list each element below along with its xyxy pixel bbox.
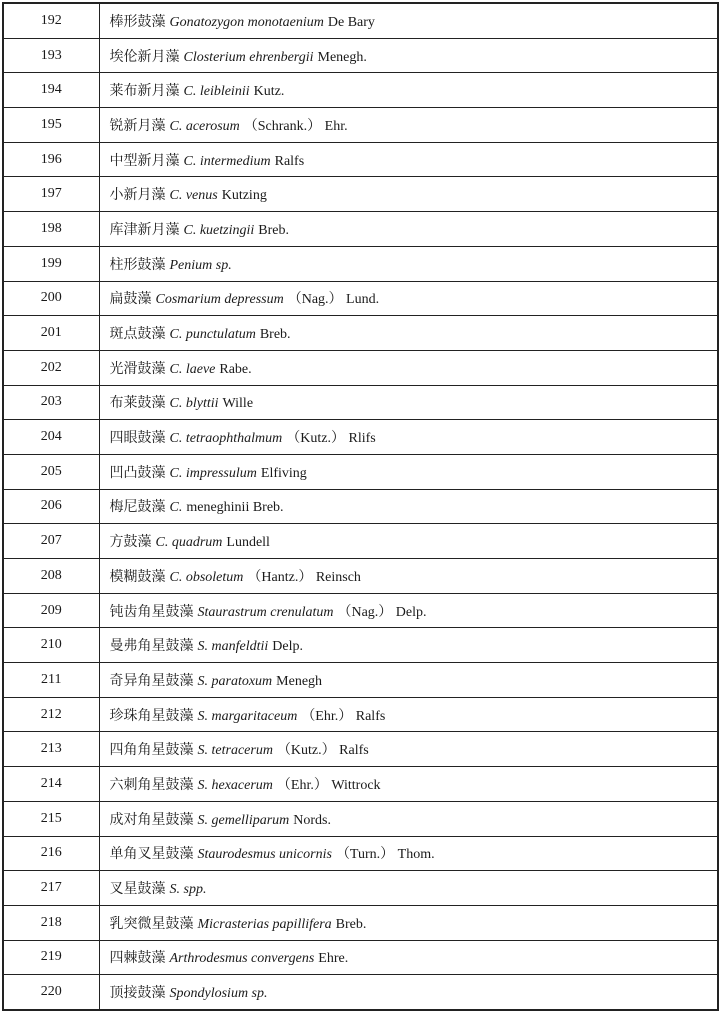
chinese-name: 曼弗角星鼓藻 [109, 638, 194, 655]
chinese-name: 柱形鼓藻 [109, 256, 166, 273]
chinese-name: 方鼓藻 [109, 534, 152, 551]
chinese-name: 扁鼓藻 [109, 291, 152, 308]
table-row [3, 108, 718, 143]
author-name: Breb. [335, 916, 367, 932]
table-row [3, 905, 718, 940]
table-row [3, 350, 718, 385]
row-number: 219 [3, 940, 99, 975]
latin-name: Gonatozygon monotaenium [169, 14, 324, 30]
row-number: 210 [3, 628, 99, 663]
species-name-cell [99, 38, 718, 73]
latin-name: S. gemelliparum [197, 812, 290, 828]
row-number: 196 [3, 142, 99, 177]
row-number: 193 [3, 38, 99, 73]
author-name: （Ehr.） Ralfs [301, 708, 386, 724]
chinese-name: 模糊鼓藻 [109, 568, 166, 585]
latin-name: C. [169, 500, 183, 516]
row-number: 211 [3, 663, 99, 698]
latin-name: Staurastrum crenulatum [197, 604, 334, 620]
author-name: Lundell [226, 535, 270, 551]
species-name-cell [99, 316, 718, 351]
table-row [3, 593, 718, 628]
species-name-cell [99, 940, 718, 975]
author-name: Kutz. [253, 84, 285, 100]
row-number: 203 [3, 385, 99, 420]
latin-name: S. manfeldtii [197, 639, 269, 655]
table-row [3, 212, 718, 247]
table-row [3, 975, 718, 1010]
author-name: （Kutz.） Rlifs [286, 431, 376, 447]
table-row [3, 940, 718, 975]
author-name: （Schrank.） Ehr. [243, 118, 348, 134]
row-number: 198 [3, 212, 99, 247]
author-name: Breb. [258, 222, 289, 238]
table-row [3, 767, 718, 802]
species-name-cell [99, 489, 718, 524]
chinese-name: 乳突微星鼓藻 [109, 915, 194, 932]
author-name: （Kutz.） Ralfs [276, 743, 369, 759]
latin-name: Closterium ehrenbergii [183, 49, 314, 65]
row-number: 197 [3, 177, 99, 212]
table-row [3, 697, 718, 732]
species-name-cell [99, 246, 718, 281]
table-row [3, 420, 718, 455]
latin-name: S. paratoxum [197, 673, 273, 689]
table-row [3, 871, 718, 906]
row-number: 220 [3, 975, 99, 1010]
author-name: Kutzing [221, 188, 267, 204]
table-row [3, 3, 718, 38]
latin-name: C. intermedium [183, 153, 271, 169]
species-name-cell [99, 801, 718, 836]
author-name: Rabe. [219, 361, 252, 377]
author-name: （Nag.） Lund. [287, 292, 380, 308]
author-name: Ralfs [274, 153, 305, 169]
chinese-name: 四角角星鼓藻 [109, 742, 194, 759]
chinese-name: 顶接鼓藻 [109, 985, 166, 1002]
species-name-cell [99, 108, 718, 143]
author-name: Menegh [276, 673, 323, 689]
row-number: 200 [3, 281, 99, 316]
chinese-name: 钝齿角星鼓藻 [109, 603, 194, 620]
author-name: Breb. [259, 327, 291, 343]
species-name-cell [99, 3, 718, 38]
table-row [3, 836, 718, 871]
chinese-name: 锐新月藻 [109, 117, 166, 134]
latin-name: C. obsoletum [169, 569, 244, 585]
table-row [3, 524, 718, 559]
author-name: Wille [222, 396, 254, 412]
chinese-name: 四棘鼓藻 [109, 950, 166, 967]
species-name-cell [99, 871, 718, 906]
chinese-name: 珍珠角星鼓藻 [109, 707, 194, 724]
latin-name: C. venus [169, 188, 218, 204]
latin-name: C. kuetzingii [183, 222, 255, 238]
row-number: 205 [3, 454, 99, 489]
table-row [3, 454, 718, 489]
chinese-name: 光滑鼓藻 [109, 360, 166, 377]
table-row [3, 732, 718, 767]
latin-name: C. blyttii [169, 396, 219, 412]
chinese-name: 六刺角星鼓藻 [109, 776, 194, 793]
table-row [3, 281, 718, 316]
latin-name: S. tetracerum [197, 743, 273, 759]
latin-name: C. punctulatum [169, 327, 256, 343]
chinese-name: 库津新月藻 [109, 221, 180, 238]
species-table [2, 2, 719, 1011]
author-name: Elfiving [260, 465, 307, 481]
species-name-cell [99, 905, 718, 940]
row-number: 202 [3, 350, 99, 385]
chinese-name: 成对角星鼓藻 [109, 811, 194, 828]
row-number: 209 [3, 593, 99, 628]
chinese-name: 斑点鼓藻 [109, 326, 166, 343]
chinese-name: 棒形鼓藻 [109, 13, 166, 30]
species-name-cell [99, 385, 718, 420]
species-name-cell [99, 593, 718, 628]
row-number: 206 [3, 489, 99, 524]
row-number: 216 [3, 836, 99, 871]
row-number: 214 [3, 767, 99, 802]
latin-name: C. tetraophthalmum [169, 431, 283, 447]
row-number: 217 [3, 871, 99, 906]
table-row [3, 38, 718, 73]
chinese-name: 小新月藻 [109, 187, 166, 204]
latin-name: Spondylosium sp. [169, 986, 268, 1002]
author-name: （Turn.） Thom. [335, 847, 435, 863]
table-row [3, 385, 718, 420]
species-name-cell [99, 559, 718, 594]
latin-name: S. hexacerum [197, 777, 273, 793]
species-name-cell [99, 142, 718, 177]
species-name-cell [99, 73, 718, 108]
author-name: Menegh. [317, 49, 367, 65]
species-name-cell [99, 177, 718, 212]
species-name-cell [99, 767, 718, 802]
latin-name: Cosmarium depressum [155, 292, 284, 308]
latin-name: C. acerosum [169, 118, 240, 134]
table-row [3, 489, 718, 524]
latin-name: C. leibleinii [183, 84, 250, 100]
author-name: （Hantz.） Reinsch [247, 569, 361, 585]
table-row [3, 246, 718, 281]
species-name-cell [99, 732, 718, 767]
author-name: （Ehr.） Wittrock [276, 777, 381, 793]
chinese-name: 四眼鼓藻 [109, 430, 166, 447]
row-number: 215 [3, 801, 99, 836]
row-number: 195 [3, 108, 99, 143]
table-row [3, 801, 718, 836]
latin-name: S. margaritaceum [197, 708, 298, 724]
latin-name: Penium sp. [169, 257, 232, 273]
table-body [3, 3, 718, 1010]
author-name: （Nag.） Delp. [337, 604, 427, 620]
table-row [3, 559, 718, 594]
row-number: 213 [3, 732, 99, 767]
species-name-cell [99, 975, 718, 1010]
table-row [3, 142, 718, 177]
table-row [3, 177, 718, 212]
chinese-name: 叉星鼓藻 [109, 881, 166, 898]
table-row [3, 628, 718, 663]
author-name: De Bary [327, 14, 375, 30]
row-number: 218 [3, 905, 99, 940]
row-number: 194 [3, 73, 99, 108]
row-number: 204 [3, 420, 99, 455]
species-name-cell [99, 663, 718, 698]
chinese-name: 莱布新月藻 [109, 83, 180, 100]
species-name-cell [99, 697, 718, 732]
chinese-name: 奇异角星鼓藻 [109, 672, 194, 689]
latin-name: C. laeve [169, 361, 216, 377]
latin-name: S. spp. [169, 882, 207, 898]
species-name-cell [99, 350, 718, 385]
row-number: 207 [3, 524, 99, 559]
table-row [3, 73, 718, 108]
table-row [3, 663, 718, 698]
author-name: Ehre. [318, 951, 349, 967]
chinese-name: 布莱鼓藻 [109, 395, 166, 412]
latin-name: Arthrodesmus convergens [169, 951, 315, 967]
table-row [3, 316, 718, 351]
row-number: 212 [3, 697, 99, 732]
species-name-cell [99, 281, 718, 316]
species-name-cell [99, 420, 718, 455]
species-name-cell [99, 212, 718, 247]
author-name: Nords. [293, 812, 331, 828]
species-name-cell [99, 836, 718, 871]
chinese-name: 中型新月藻 [109, 152, 180, 169]
chinese-name: 埃伦新月藻 [109, 48, 180, 65]
latin-name: Staurodesmus unicornis [197, 847, 332, 863]
latin-name: C. quadrum [155, 535, 223, 551]
species-name-cell [99, 628, 718, 663]
author-name: meneghinii Breb. [186, 500, 284, 516]
chinese-name: 单角叉星鼓藻 [109, 846, 194, 863]
species-name-cell [99, 524, 718, 559]
row-number: 208 [3, 559, 99, 594]
row-number: 192 [3, 3, 99, 38]
latin-name: Micrasterias papillifera [197, 916, 332, 932]
species-name-cell [99, 454, 718, 489]
row-number: 199 [3, 246, 99, 281]
row-number: 201 [3, 316, 99, 351]
chinese-name: 凹凸鼓藻 [109, 464, 166, 481]
chinese-name: 梅尼鼓藻 [109, 499, 166, 516]
latin-name: C. impressulum [169, 465, 257, 481]
author-name: Delp. [272, 639, 303, 655]
